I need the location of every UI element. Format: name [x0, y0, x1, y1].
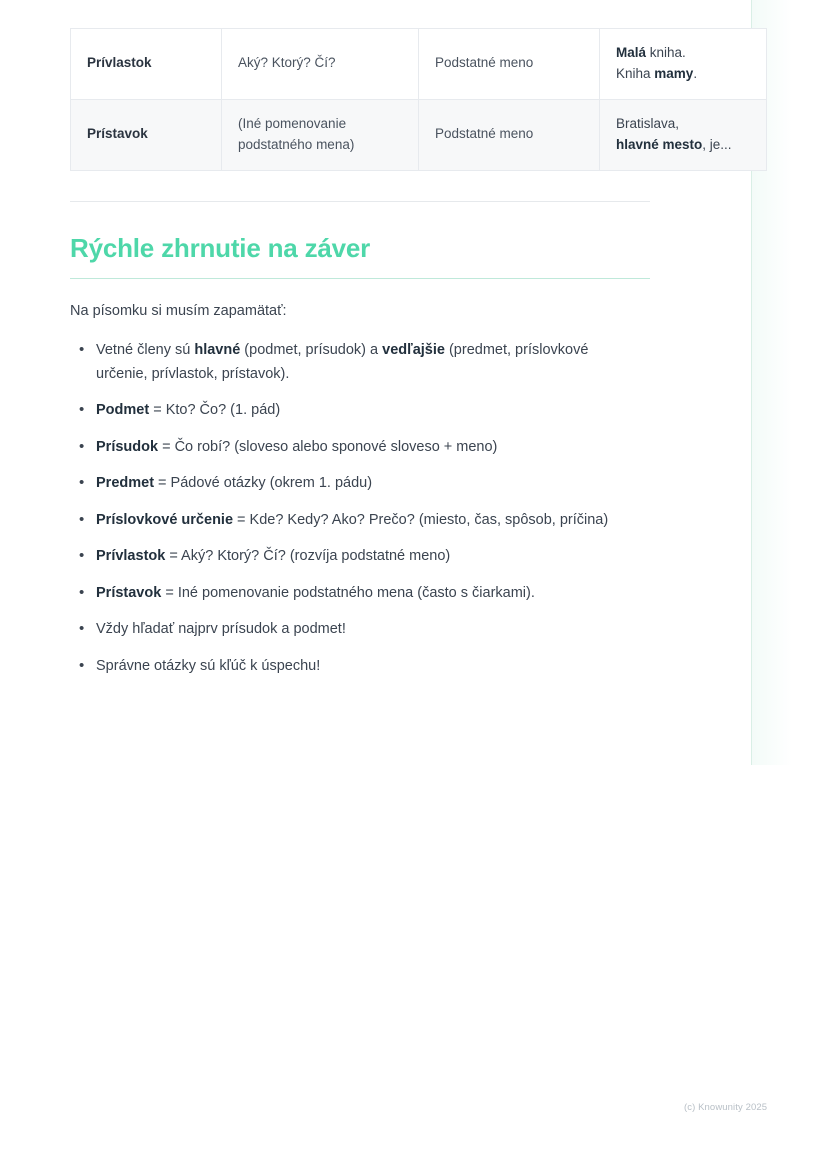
title-underline [70, 278, 650, 279]
table-cell-example: Bratislava, hlavné mesto, je... [600, 99, 767, 170]
list-item: • Predmet = Pádové otázky (okrem 1. pádu) [70, 472, 636, 495]
table-cell-part-of-speech: Podstatné meno [419, 99, 600, 170]
list-item: • Príslovkové určenie = Kde? Kedy? Ako? Prečo? (miesto, čas, spôsob, príčina) [70, 509, 636, 532]
table-cell-term: Prívlastok [71, 29, 222, 100]
page-title: Rýchle zhrnutie na záver [70, 232, 371, 263]
grammar-table-body [71, 29, 767, 171]
list-item: • Prívlastok = Aký? Ktorý? Čí? (rozvíja podstatné meno) [70, 545, 636, 568]
list-item: • Správne otázky sú kľúč k úspechu! [70, 655, 636, 678]
summary-list [70, 339, 650, 678]
table-cell-question: (Iné pomenovanie podstatného mena) [222, 99, 419, 170]
list-item: • Podmet = Kto? Čo? (1. pád) [70, 399, 636, 422]
list-item: • Prístavok = Iné pomenovanie podstatného mena (často s čiarkami). [70, 582, 636, 605]
table-row [71, 99, 767, 170]
table-cell-question: Aký? Ktorý? Čí? [222, 29, 419, 100]
grammar-table [70, 28, 767, 171]
section-divider [70, 201, 650, 202]
footer-copyright: (c) Knowunity 2025 [684, 1102, 768, 1113]
list-item: • Prísudok = Čo robí? (sloveso alebo sponové sloveso + meno) [70, 436, 636, 459]
table-cell-example: Malá kniha. Kniha mamy. [600, 29, 767, 100]
table-row [71, 29, 767, 100]
section-lead-text: Na písomku si musím zapamätať: [70, 303, 287, 320]
table-cell-term: Prístavok [71, 99, 222, 170]
table-cell-part-of-speech: Podstatné meno [419, 29, 600, 100]
list-item: • Vždy hľadať najprv prísudok a podmet! [70, 618, 636, 641]
list-item: • Vetné členy sú hlavné (podmet, prísudok) a vedľajšie (predmet, príslovkové určenie, prívlastok, prístavok). [70, 339, 636, 386]
document-content [70, 28, 732, 691]
